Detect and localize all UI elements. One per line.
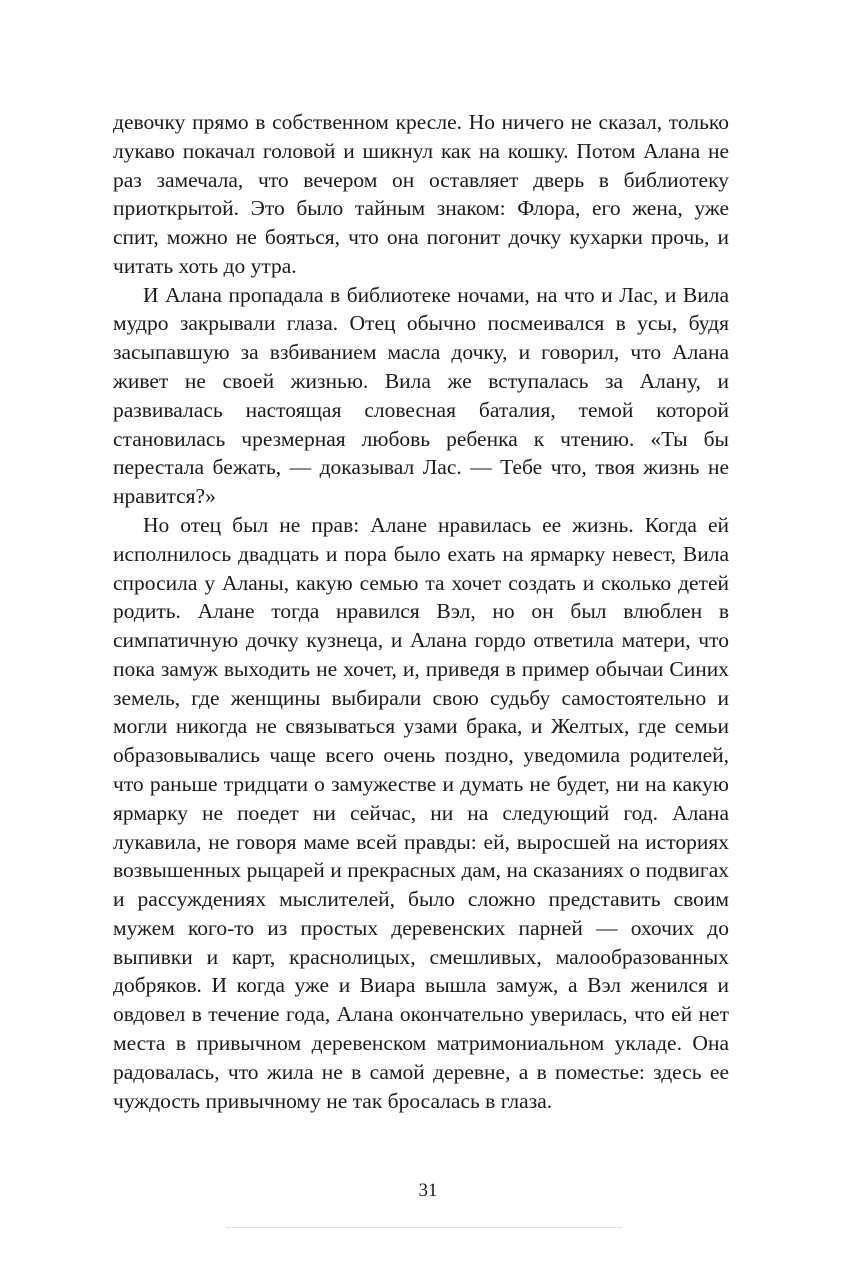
paragraph: И Алана пропадала в библиотеке ночами, на что и Лас, и Вила мудро закрывали глаза. Отец обычно посмеивался в усы, будя засыпавшую за взбиванием масла дочку, и говорил, что Алана живет не своей жизнью. Вила же вступалась за Алану, и развивалась настоящая словесная баталия, темой которой становилась чрезмерная любовь ребенка к чтению. «Ты бы перестала бежать, — доказывал Лас. — Тебе что, твоя жизнь не нравится?» (113, 282, 729, 509)
page-number: 31 (418, 1180, 438, 1201)
paragraph-continuation: девочку прямо в собственном кресле. Но ничего не сказал, только лукаво покачал головой и шикнул как на кошку. Потом Алана не раз замечала, что вечером он оставляет дверь в библиотеку приоткрытой. Это было тайным знаком: Флора, его жена, уже спит, можно не бояться, что она погонит дочку кухарки прочь, и читать хоть до утра. (113, 110, 729, 278)
paragraph: Но отец был не прав: Алане нравилась ее жизнь. Когда ей исполнилось двадцать и пора было ехать на ярмарку невест, Вила спросила у Аланы, какую семью та хочет создать и сколько детей родить. Алане тогда нравился Вэл, но он был влюблен в симпатичную дочку кузнеца, и Алана гордо ответила матери, что пока замуж выходить не хочет, и, приведя в пример обычаи Синих земель, где женщины выбирали свою судьбу самостоятельно и могли никогда не связываться узами брака, и Желтых, где семьи образовывались чаще всего очень поздно, уведомила родителей, что раньше тридцати о замужестве и думать не будет, ни на какую ярмарку не поедет ни сейчас, ни на следующий год. Алана лукавила, не говоря маме всей правды: ей, выросшей на историях возвышенных рыцарей и прекрасных дам, на сказаниях о подвигах и рассуждениях мыслителей, было сложно представить своим мужем кого-то из простых деревенских парней — охочих до выпивки и карт, краснолицых, смешливых, малообразованных добряков. И когда уже и Виара вышла замуж, а Вэл женился и овдовел в течение года, Алана окончательно уверилась, что ей нет места в привычном деревенском матримониальном укладе. Она радовалась, что жила не в самой деревне, а в поместье: здесь ее чуждость привычному не так бросалась в глаза. (113, 512, 729, 1113)
footer-divider (226, 1227, 622, 1228)
body-text (113, 108, 729, 1115)
